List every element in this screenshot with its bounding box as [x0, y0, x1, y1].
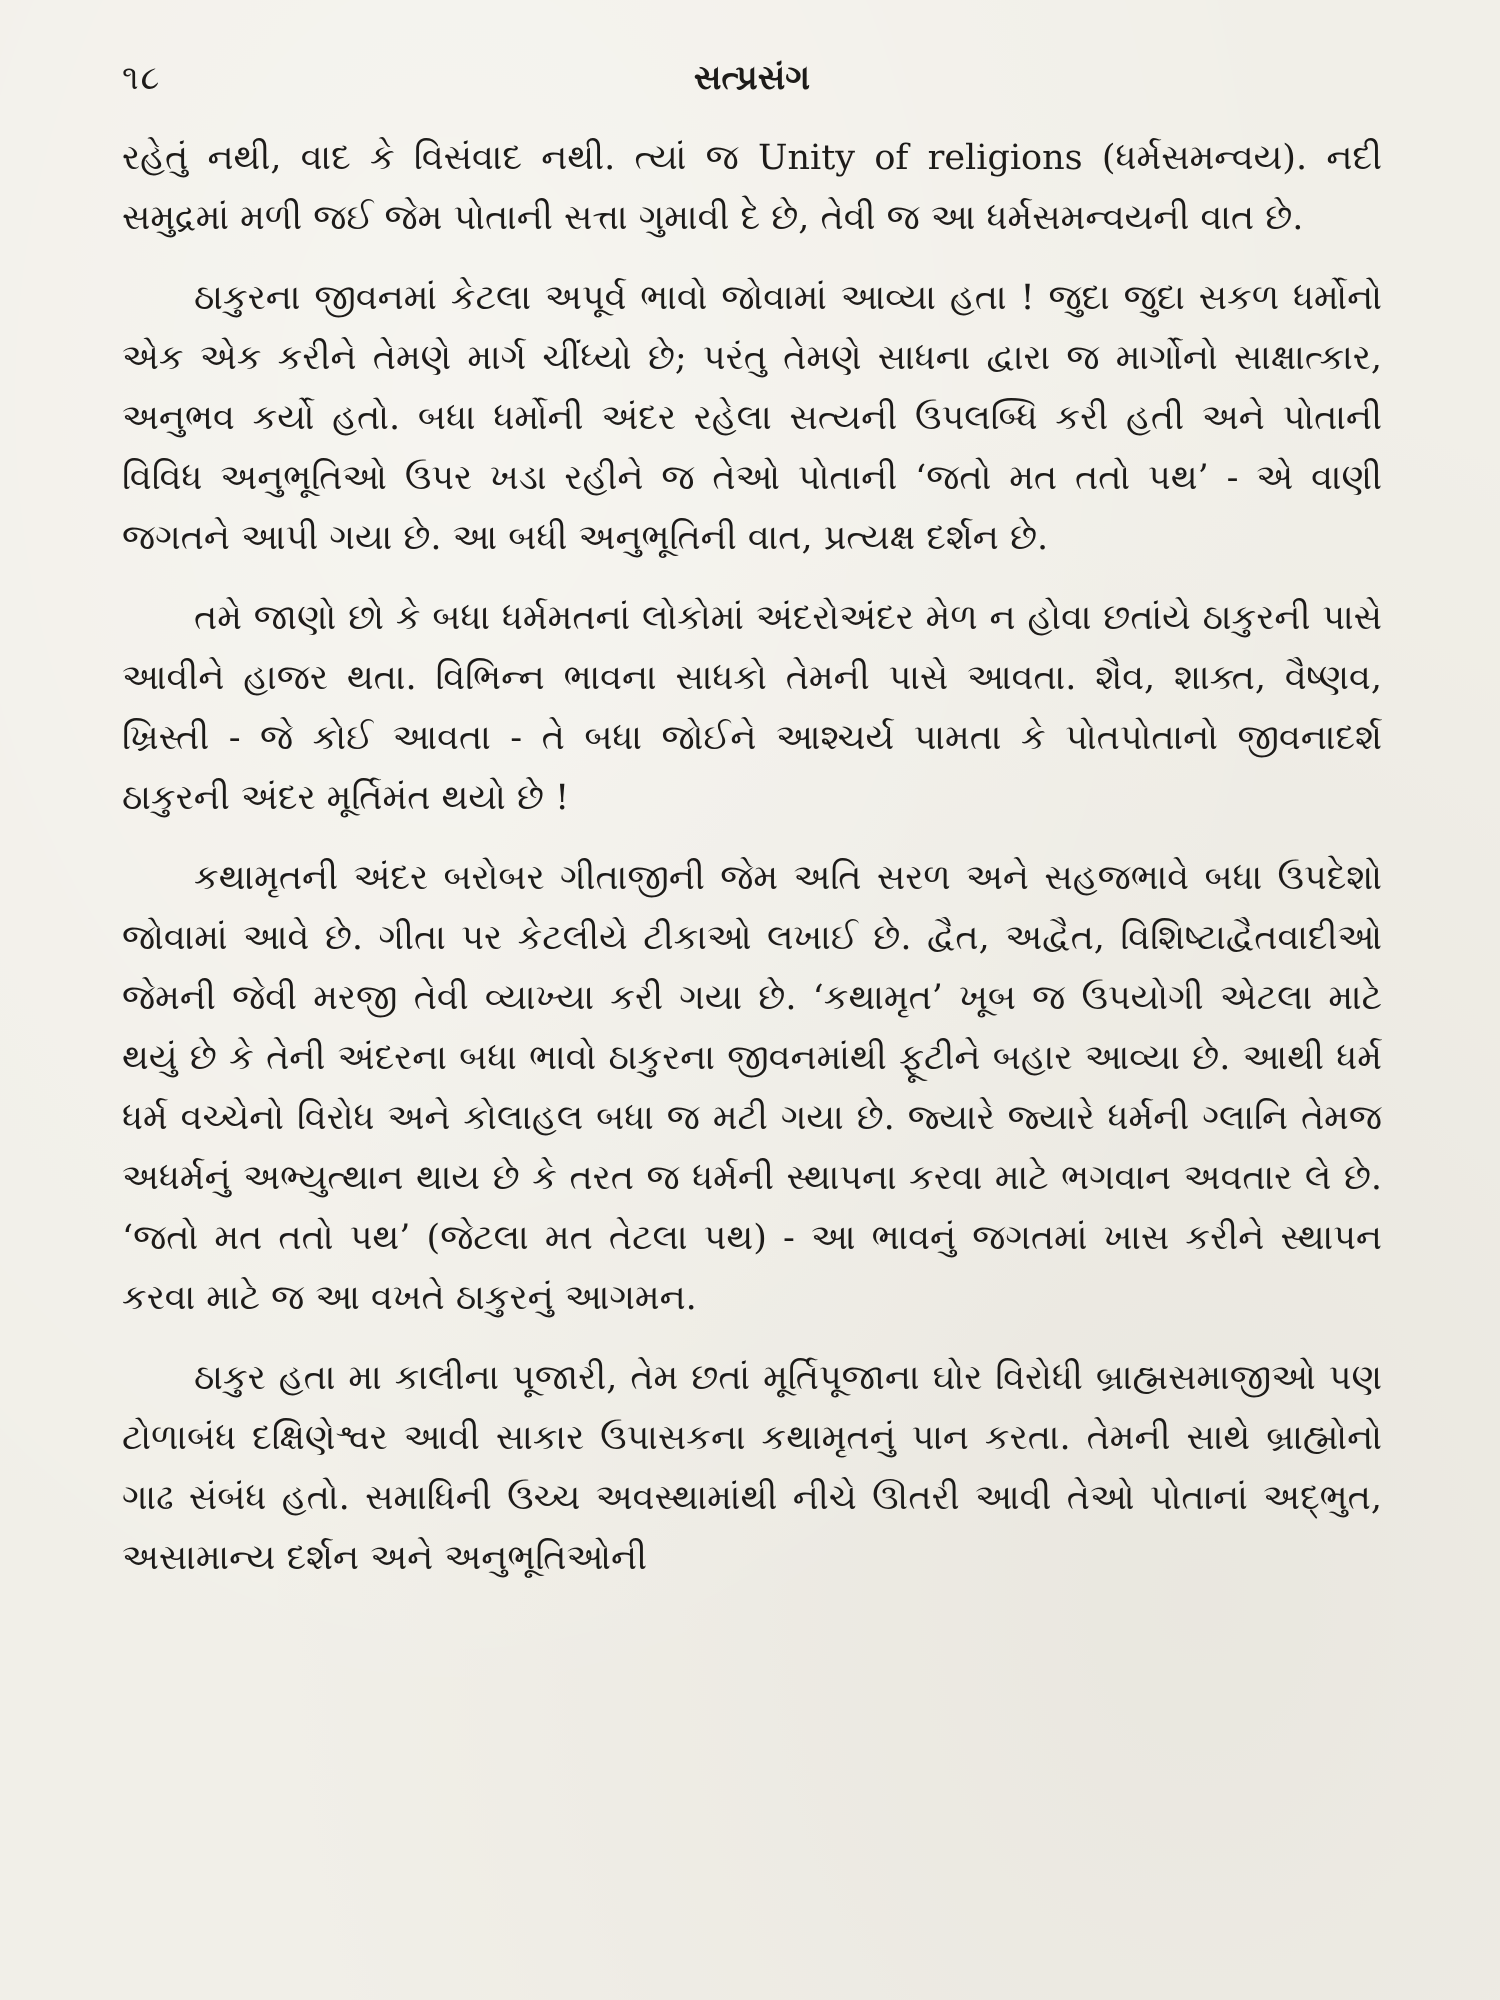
paragraph: તમે જાણો છો કે બધા ધર્મમતનાં લોકોમાં અંદરોઅંદર મેળ ન હોવા છતાંયે ઠાકુરની પાસે આવીને હાજર થતા. વિભિન્ન ભાવના સાધકો તેમની પાસે આવતા. શૈવ, શાક્ત, વૈષ્ણવ, ખ્રિસ્તી - જે કોઈ આવતા - તે બધા જોઈને આશ્ચર્ય પામતા કે પોતપોતાનો જીવનાદર્શ ઠાકુરની અંદર મૂર્તિમંત થયો છે ! [122, 598, 1382, 818]
running-title: સત્પ્રસંગ [693, 58, 811, 98]
paragraph: કથામૃતની અંદર બરોબર ગીતાજીની જેમ અતિ સરળ અને સહજભાવે બધા ઉપદેશો જોવામાં આવે છે. ગીતા પર કેટલીયે ટીકાઓ લખાઈ છે. દ્વૈત, અદ્વૈત, વિશિષ્ટાદ્વૈતવાદીઓ જેમની જેવી મરજી તેવી વ્યાખ્યા કરી ગયા છે. ‘કથામૃત’ ખૂબ જ ઉપયોગી એટલા માટે થયું છે કે તેની અંદરના બધા ભાવો ઠાકુરના જીવનમાંથી ફૂટીને બહાર આવ્યા છે. આથી ધર્મ ધર્મ વચ્ચેનો વિરોધ અને કોલાહલ બધા જ મટી ગયા છે. જ્યારે જ્યારે ધર્મની ગ્લાનિ તેમજ અધર્મનું અભ્યુત્થાન થાય છે કે તરત જ ધર્મની સ્થાપના કરવા માટે ભગવાન અવતાર લે છે. ‘જતો મત તતો પથ’ (જેટલા મત તેટલા પથ) - આ ભાવનું જગતમાં ખાસ કરીને સ્થાપન કરવા માટે જ આ વખતે ઠાકુરનું આગમન. [122, 858, 1383, 1318]
paragraph: રહેતું નથી, વાદ કે વિસંવાદ નથી. ત્યાં જ Unity of religions (ધર્મસમન્વય). નદી સમુદ્રમાં મળી જઈ જેમ પોતાની સત્તા ગુમાવી દે છે, તેવી જ આ ધર્મસમન્વયની વાત છે. [122, 138, 1382, 238]
page-body [122, 128, 1382, 1588]
page-header [122, 58, 1382, 114]
paragraph: ઠાકુરના જીવનમાં કેટલા અપૂર્વ ભાવો જોવામાં આવ્યા હતા ! જુદા જુદા સકળ ધર્મોનો એક એક કરીને તેમણે માર્ગ ચીંધ્યો છે; પરંતુ તેમણે સાધના દ્વારા જ માર્ગોનો સાક્ષાત્કાર, અનુભવ કર્યો હતો. બધા ધર્મોની અંદર રહેલા સત્યની ઉપલબ્ધિ કરી હતી અને પોતાની વિવિધ અનુભૂતિઓ ઉપર ખડા રહીને જ તેઓ પોતાની ‘જતો મત તતો પથ’ - એ વાણી જગતને આપી ગયા છે. આ બધી અનુભૂતિની વાત, પ્રત્યક્ષ દર્શન છે. [122, 278, 1382, 558]
paragraph: ઠાકુર હતા મા કાલીના પૂજારી, તેમ છતાં મૂર્તિપૂજાના ઘોર વિરોધી બ્રાહ્મસમાજીઓ પણ ટોળાબંધ દક્ષિણેશ્વર આવી સાકાર ઉપાસકના કથામૃતનું પાન કરતા. તેમની સાથે બ્રાહ્મોનો ગાઢ સંબંધ હતો. સમાધિની ઉચ્ચ અવસ્થામાંથી નીચે ઊતરી આવી તેઓ પોતાનાં અદ્ભુત, અસામાન્ય દર્શન અને અનુભૂતિઓની [122, 1358, 1383, 1578]
page-number: ૧૮ [122, 58, 162, 98]
